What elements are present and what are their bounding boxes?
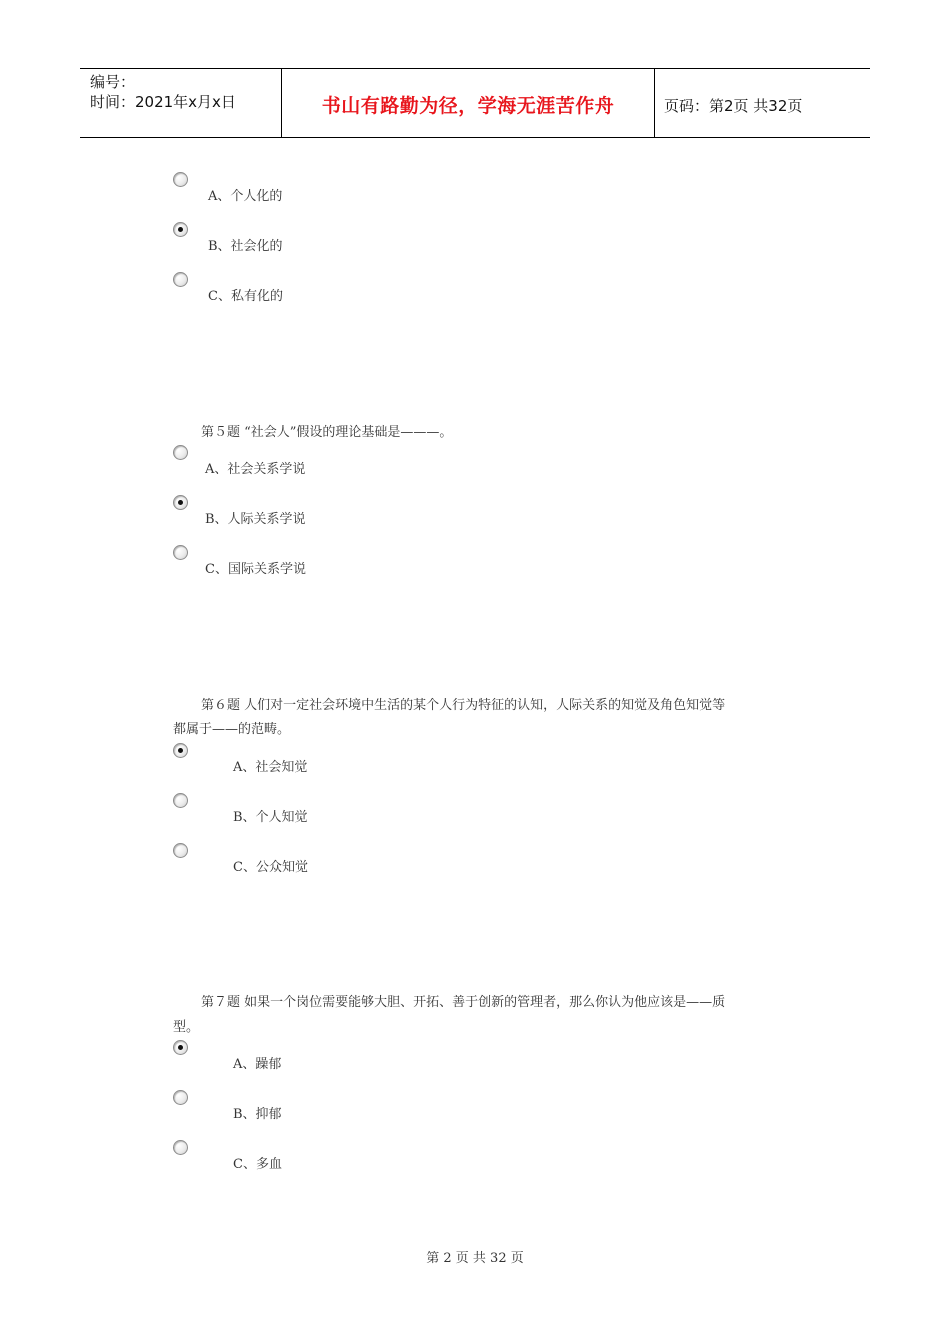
radio-button[interactable] [173,1090,188,1105]
radio-button[interactable] [173,495,188,510]
radio-button[interactable] [173,843,188,858]
option-label: A、个人化的 [208,189,283,204]
radio-selected-dot [178,500,183,505]
radio-button[interactable] [173,222,188,237]
radio-button[interactable] [173,743,188,758]
date-label: 时间：2021年x月x日 [90,93,236,111]
question-stem: 第５题 “社会人”假设的理论基础是———。 [201,425,453,440]
option-label: A、社会知觉 [233,760,308,775]
option-label: C、多血 [233,1157,282,1172]
page-info: 页码：第2页 共32页 [664,97,803,115]
radio-selected-dot [178,227,183,232]
radio-button[interactable] [173,172,188,187]
radio-button[interactable] [173,793,188,808]
question-stem: 第６题 人们对一定社会环境中生活的某个人行为特征的认知，人际关系的知觉及角色知觉等 [201,698,726,713]
header-left-cell [80,69,281,137]
page-footer: 第 2 页 共 32 页 [426,1251,524,1266]
option-label: C、国际关系学说 [205,562,306,577]
radio-button[interactable] [173,272,188,287]
header-middle-cell [281,69,655,137]
question-stem: 第７题 如果一个岗位需要能够大胆、开拓、善于创新的管理者，那么你认为他应该是——质 [201,995,726,1010]
option-label: B、社会化的 [208,239,283,254]
question-stem-continued: 都属于——的范畴。 [173,722,291,737]
radio-selected-dot [178,1045,183,1050]
radio-button[interactable] [173,1040,188,1055]
radio-button[interactable] [173,1140,188,1155]
document-header [80,68,870,138]
option-label: B、抑郁 [233,1107,282,1122]
option-label: A、社会关系学说 [205,462,306,477]
header-right-cell [654,69,870,137]
motto-heading: 书山有路勤为径，学海无涯苦作舟 [321,95,615,117]
serial-number-label: 编号： [90,73,136,91]
question-stem-continued: 型。 [173,1020,200,1035]
radio-button[interactable] [173,445,188,460]
option-label: B、人际关系学说 [205,512,306,527]
radio-selected-dot [178,748,183,753]
option-label: A、躁郁 [233,1057,282,1072]
option-label: C、私有化的 [208,289,283,304]
option-label: B、个人知觉 [233,810,308,825]
option-label: C、公众知觉 [233,860,308,875]
radio-button[interactable] [173,545,188,560]
